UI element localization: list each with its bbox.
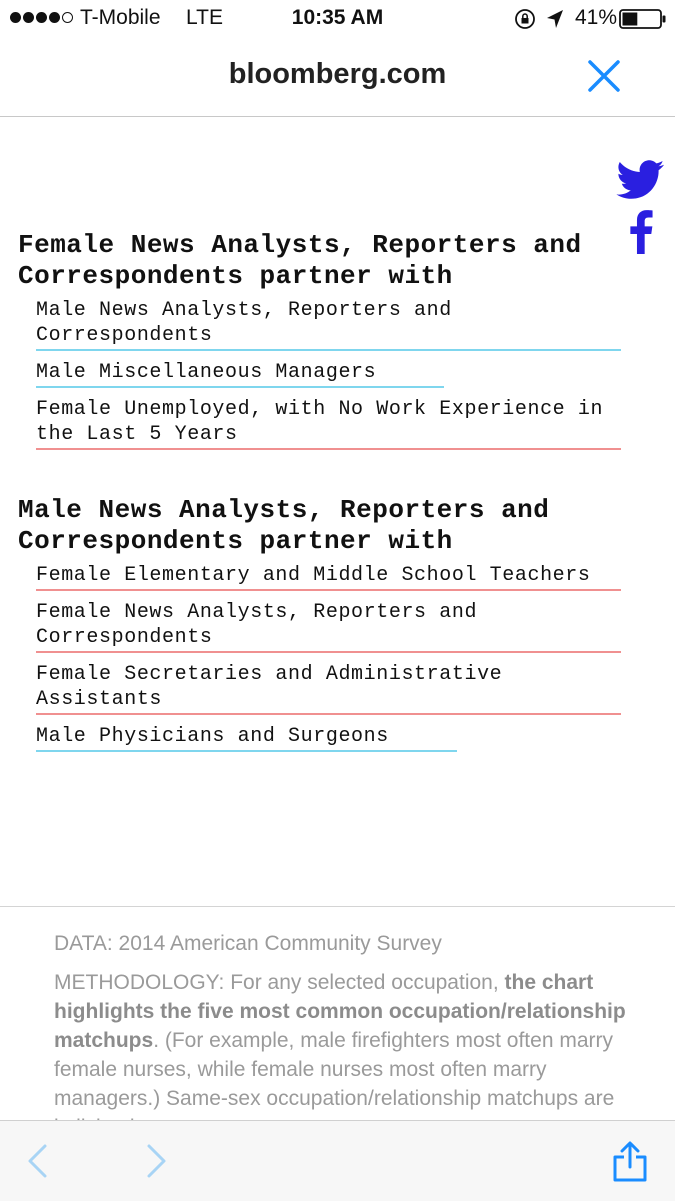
- source-notes: [0, 906, 675, 1121]
- match-item[interactable]: Female News Analysts, Reporters and Correspondents: [36, 600, 621, 653]
- network-type: LTE: [186, 6, 223, 29]
- partner-section-female-news-analysts: [18, 230, 628, 459]
- location-arrow-icon: [546, 9, 564, 29]
- back-chevron-icon[interactable]: [24, 1143, 50, 1179]
- orientation-lock-icon: [514, 8, 536, 30]
- section-heading: Male News Analysts, Reporters and Correspondents partner with: [18, 495, 550, 556]
- data-source: DATA: 2014 American Community Survey: [54, 932, 442, 955]
- match-item[interactable]: Male News Analysts, Reporters and Correspondents: [36, 298, 621, 351]
- share-icon[interactable]: [610, 1141, 650, 1183]
- forward-chevron-icon[interactable]: [144, 1143, 170, 1179]
- section-heading: Female News Analysts, Reporters and Correspondents partner with: [18, 230, 582, 291]
- close-icon[interactable]: [586, 58, 622, 94]
- carrier-name: T-Mobile: [80, 6, 161, 29]
- methodology-highlight: the chart highlights the five most common occupation/relationship matchups: [54, 971, 626, 1052]
- match-item[interactable]: Male Physicians and Surgeons: [36, 724, 457, 752]
- status-bar: [0, 0, 675, 38]
- match-item[interactable]: Female Unemployed, with No Work Experience in the Last 5 Years: [36, 397, 621, 450]
- battery-percentage: 41%: [575, 6, 618, 29]
- partner-section-male-news-analysts: [18, 495, 628, 761]
- twitter-icon[interactable]: [617, 160, 665, 200]
- methodology-text: [54, 968, 634, 1142]
- methodology-prefix: METHODOLOGY: For any selected occupation,: [54, 971, 505, 994]
- page-domain: bloomberg.com: [228, 58, 447, 90]
- browser-header: [0, 38, 675, 117]
- battery-icon: [619, 9, 667, 29]
- browser-toolbar: [0, 1120, 675, 1201]
- clock: 10:35 AM: [291, 6, 384, 29]
- match-list: [36, 298, 628, 450]
- facebook-icon[interactable]: [628, 210, 654, 254]
- match-item[interactable]: Female Secretaries and Administrative Assistants: [36, 662, 621, 715]
- match-list: [36, 563, 628, 752]
- match-item[interactable]: Female Elementary and Middle School Teachers: [36, 563, 621, 591]
- match-item[interactable]: Male Miscellaneous Managers: [36, 360, 444, 388]
- methodology-rest: . (For example, male firefighters most often marry female nurses, while female nurses most often marry managers.) Same-sex occupation/relationship matchups are: [54, 1029, 615, 1110]
